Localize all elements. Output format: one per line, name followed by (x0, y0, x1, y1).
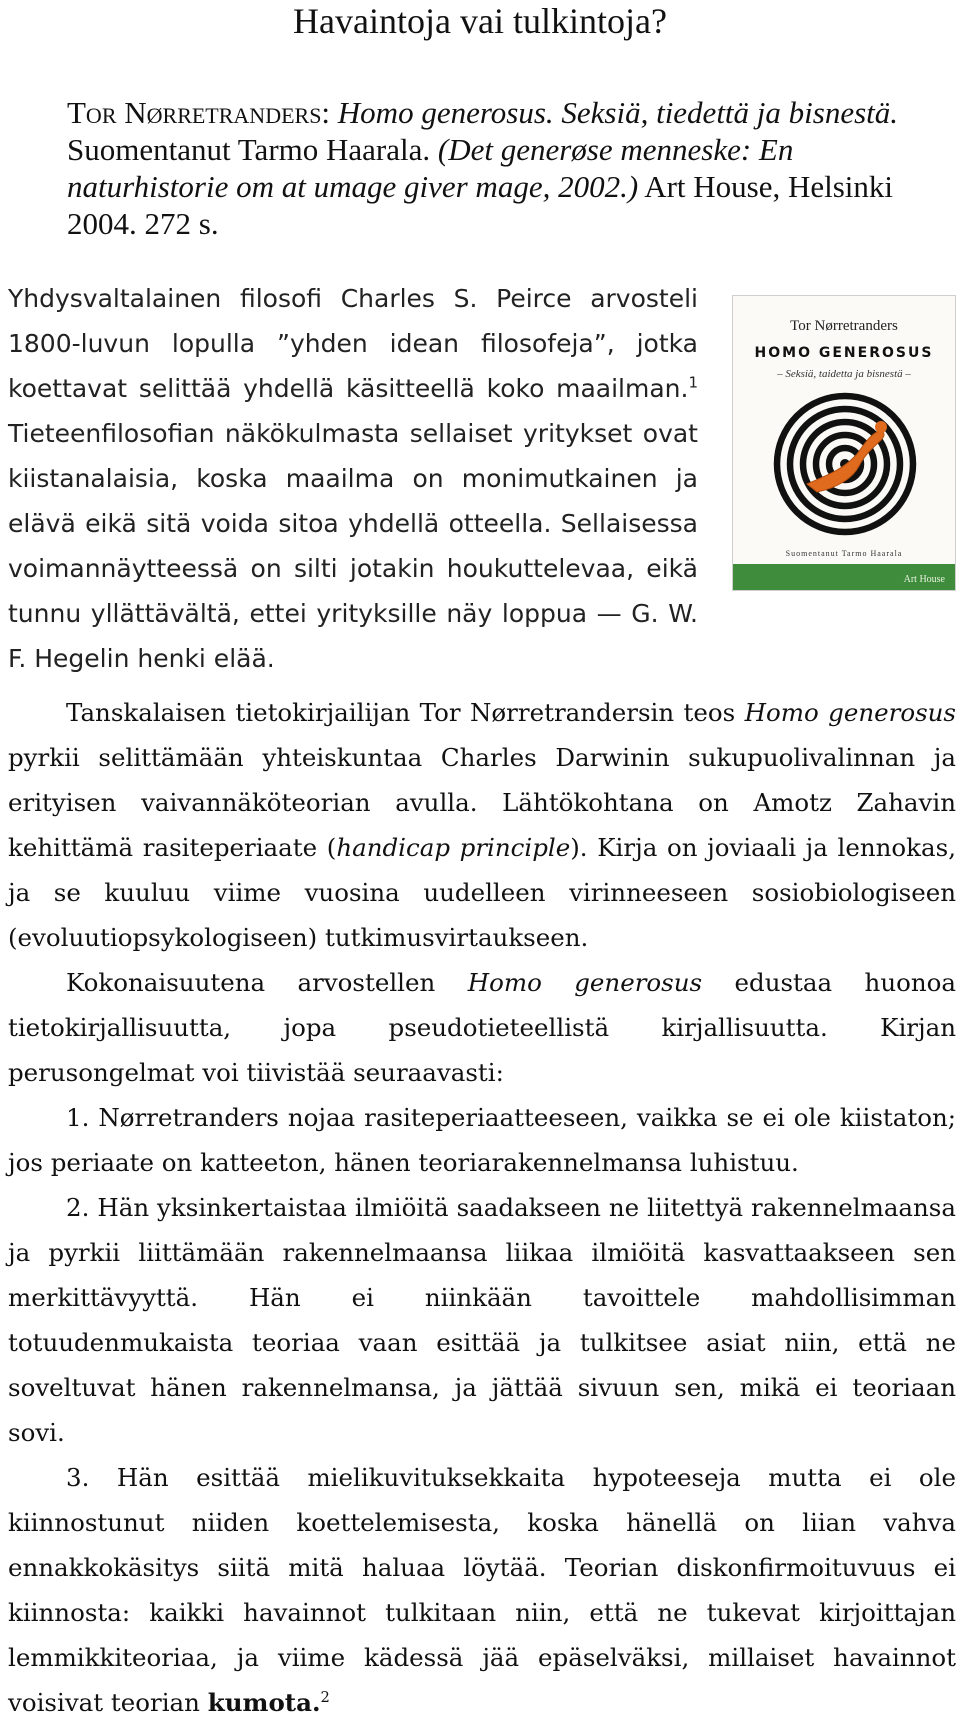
footnote-2: 2 (320, 1688, 330, 1706)
list-item (8, 1185, 956, 1455)
p2-book-title: Homo generosus (467, 968, 703, 997)
intro-text: Yhdysvaltalainen filosofi Charles S. Peirce arvosteli 1800-luvun lopulla ”yhden idean filosofeja”, jotka koettavat selittää yhdellä käsitteellä koko maailman. (8, 284, 698, 403)
spiral-figure-icon (773, 392, 917, 536)
citation-book-title: Homo generosus. Seksiä, tiedettä ja bisnestä. (337, 95, 899, 130)
book-cover (732, 295, 956, 591)
book-citation (67, 94, 937, 242)
citation-author: Tor Nørretranders: (67, 95, 331, 130)
review-body (8, 690, 956, 1725)
list-item-number: 1. (66, 1103, 90, 1132)
list-item-number: 2. (66, 1193, 90, 1222)
list-item-text: Nørretranders nojaa rasiteperiaatteeseen, vaikka se ei ole kiistaton; jos periaate on katteeton, hänen teoriarakennelmansa luhistuu. (8, 1103, 956, 1177)
cover-subtitle: – Seksiä, taidetta ja bisnestä – (777, 368, 911, 380)
cover-author: Tor Nørretranders (790, 318, 898, 334)
footnote-1: 1 (688, 373, 698, 392)
cover-publisher-band (733, 564, 955, 590)
p1-text-a: Tanskalaisen tietokirjailijan Tor Nørretrandersin teos (66, 698, 745, 727)
citation-translator: Suomentanut Tarmo Haarala. (67, 132, 431, 167)
p1-book-title: Homo generosus (744, 698, 957, 727)
list-item (8, 1455, 956, 1725)
cover-translator: Suomentanut Tarmo Haarala (785, 549, 903, 558)
p1-text-e: ). Kirja on joviaali ja lennokas, ja se kuuluu viime vuosina uudelleen virinneeseen sosiobiologiseen (evoluutiopsykologiseen) tutkimusvirtaukseen. (8, 833, 956, 952)
p1-text-c: pyrkii selittämään yhteiskuntaa Charles Darwinin sukupuolivalinnan ja erityisen vaivannäköteorian avulla. Lähtökohtana on Amotz Zahavin kehittämä rasiteperiaate ( (8, 743, 956, 862)
intro-paragraph (8, 276, 698, 681)
paragraph-1 (8, 690, 956, 960)
cover-publisher: Art House (903, 574, 945, 585)
intro-text-2: Tieteenfilosofian näkökulmasta sellaiset yritykset ovat kiistanalaisia, koska maailma on monimutkainen ja elävä eikä sitä voida sitoa yhdellä otteella. Sellaisessa voimannäytteessä on silti jotakin houkuttelevaa, eikä tunnu yllättävältä, ettei yrityksille näy loppua — G. W. F. Hegelin henki elää. (8, 419, 698, 673)
citation-publisher: Art House, Helsinki 2004. 272 s. (67, 169, 894, 241)
list-item-number: 3. (66, 1463, 90, 1492)
list-item-text: Hän esittää mielikuvituksekkaita hypoteeseja mutta ei ole kiinnostunut niiden koettelemisesta, koska hänellä on liian vahva ennakkokäsitys siitä mitä haluaa löytää. Teorian diskonfirmoituvuus ei kiinnosta: kaikki havainnot tulkitaan niin, että ne tukevat kirjoittajan lemmikkiteoriaa, ja viime kädessä jää epäselväksi, millaiset havainnot voisivat teorian (8, 1463, 956, 1717)
list-item (8, 1095, 956, 1185)
p1-term: handicap principle (336, 833, 571, 862)
p2-text-c: edustaa huonoa tietokirjallisuutta, jopa pseudotieteellistä kirjallisuutta. Kirjan perusongelmat voi tiivistää seuraavasti: (8, 968, 956, 1087)
citation-original: (Det generøse menneske: En naturhistorie om at umage giver mage, 2002.) (67, 132, 794, 204)
cover-title: HOMO GENEROSUS (754, 345, 934, 361)
p2-text-a: Kokonaisuutena arvostellen (66, 968, 468, 997)
list-item-bold: kumota. (207, 1688, 321, 1717)
list-item-text: Hän yksinkertaistaa ilmiöitä saadakseen ne liitettyä rakennelmaansa ja pyrkii liittämään rakennelmaansa liikaa ilmiöitä kasvattaakseen sen merkittävyyttä. Hän ei niinkään tavoittele mahdollisimman totuudenmukaista teoriaa vaan esittää ja tulkitsee asiat niin, että ne soveltuvat hänen rakennelmansa, ja jättää sivuun sen, mikä ei teoriaan sovi. (8, 1193, 956, 1447)
page-title: Havaintoja vai tulkintoja? (293, 1, 667, 41)
paragraph-2 (8, 960, 956, 1095)
